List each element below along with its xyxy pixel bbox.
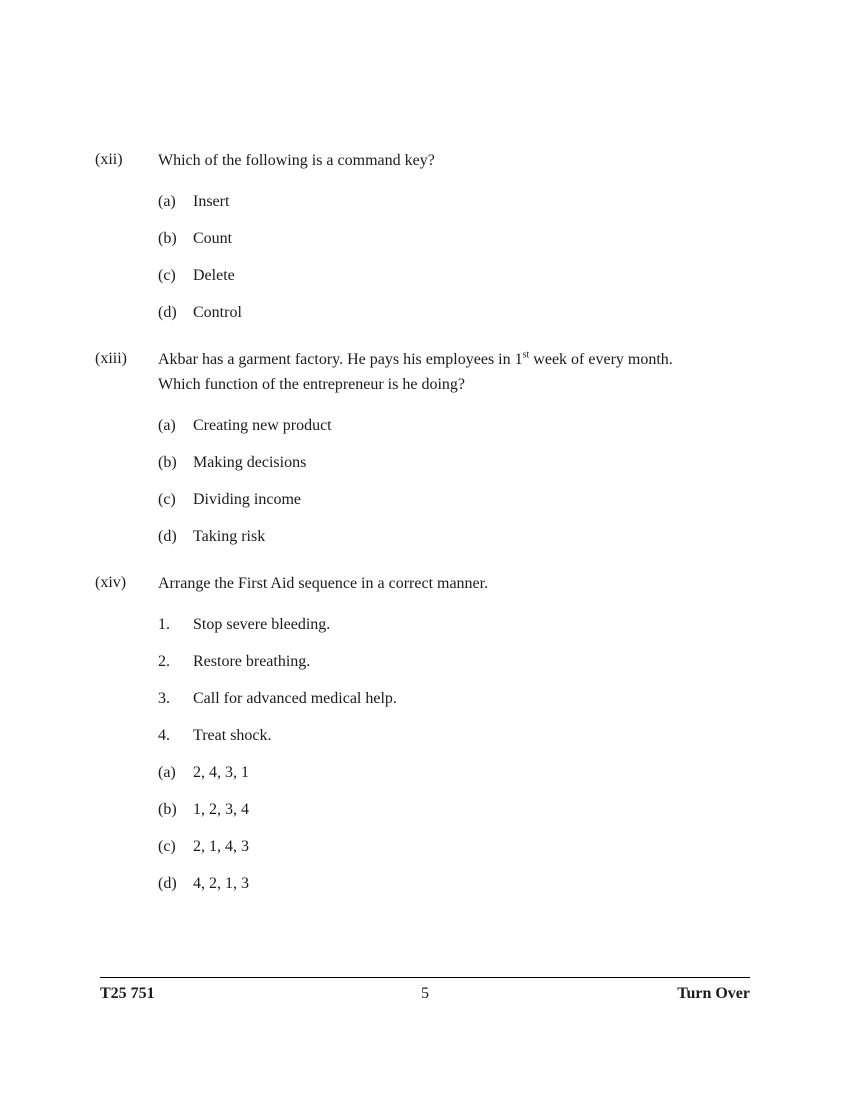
option-text: 4, 2, 1, 3 <box>193 875 249 892</box>
question-text: Which of the following is a command key? <box>158 152 435 169</box>
option-row <box>158 229 750 249</box>
sequence-number: 2. <box>158 653 170 670</box>
option-row <box>158 416 750 436</box>
option-label: (b) <box>158 801 177 818</box>
option-label: (c) <box>158 838 176 855</box>
question-number: (xiii) <box>95 350 127 367</box>
option-row <box>158 303 750 323</box>
question-text-line2: Which function of the entrepreneur is he doing? <box>158 376 465 393</box>
question-text-post: week of every month. <box>529 351 673 368</box>
option-text: 2, 1, 4, 3 <box>193 838 249 855</box>
sequence-text: Stop severe bleeding. <box>193 616 331 633</box>
option-text: Count <box>193 230 233 247</box>
option-label: (d) <box>158 304 177 321</box>
option-label: (c) <box>158 491 176 508</box>
option-row <box>158 527 750 547</box>
option-row <box>158 490 750 510</box>
option-label: (a) <box>158 417 176 434</box>
option-label: (a) <box>158 193 176 210</box>
sequence-number: 3. <box>158 690 170 707</box>
paper-code: T25 751 <box>100 985 155 1002</box>
question-text: Arrange the First Aid sequence in a correct manner. <box>158 575 489 592</box>
question-number: (xiv) <box>95 574 127 591</box>
sequence-text: Call for advanced medical help. <box>193 690 397 707</box>
sequence-item <box>158 615 750 635</box>
option-label: (d) <box>158 875 177 892</box>
option-text: Making decisions <box>193 454 307 471</box>
question-xii <box>95 150 750 323</box>
page-content <box>95 150 750 894</box>
option-label: (d) <box>158 528 177 545</box>
option-text: Control <box>193 304 242 321</box>
option-row <box>158 453 750 473</box>
option-text: Dividing income <box>193 491 301 508</box>
option-row <box>158 192 750 212</box>
page-footer <box>100 977 750 1003</box>
sequence-item <box>158 726 750 746</box>
sequence-item <box>158 689 750 709</box>
sequence-number: 1. <box>158 616 170 633</box>
page-number: 5 <box>421 985 429 1002</box>
question-xiv <box>95 573 750 894</box>
option-text: Insert <box>193 193 230 210</box>
question-text-superscript: st <box>522 349 530 361</box>
option-row <box>158 266 750 286</box>
option-text: Taking risk <box>193 528 266 545</box>
question-body <box>158 349 750 547</box>
option-label: (b) <box>158 230 177 247</box>
question-body <box>158 573 750 894</box>
option-text: 1, 2, 3, 4 <box>193 801 249 818</box>
option-row <box>158 837 750 857</box>
question-body <box>158 150 750 323</box>
turn-over-label: Turn Over <box>677 985 750 1002</box>
sequence-text: Restore breathing. <box>193 653 311 670</box>
sequence-item <box>158 652 750 672</box>
question-number: (xii) <box>95 151 123 168</box>
option-label: (a) <box>158 764 176 781</box>
option-label: (b) <box>158 454 177 471</box>
option-text: 2, 4, 3, 1 <box>193 764 249 781</box>
sequence-number: 4. <box>158 727 170 744</box>
option-text: Delete <box>193 267 235 284</box>
option-row <box>158 874 750 894</box>
question-xiii <box>95 349 750 547</box>
option-row <box>158 800 750 820</box>
option-row <box>158 763 750 783</box>
option-label: (c) <box>158 267 176 284</box>
sequence-text: Treat shock. <box>193 727 272 744</box>
question-text-pre: Akbar has a garment factory. He pays his employees in 1 <box>158 351 523 368</box>
option-text: Creating new product <box>193 417 332 434</box>
